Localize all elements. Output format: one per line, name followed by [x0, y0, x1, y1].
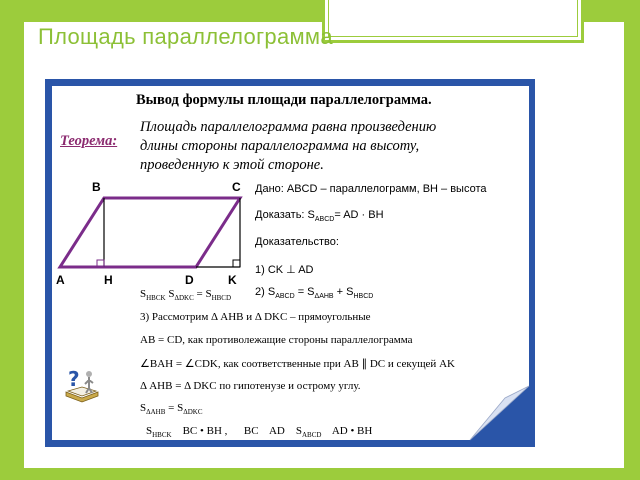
page-title: Площадь параллелограмма	[38, 24, 333, 49]
svg-text:?: ?	[68, 367, 80, 391]
right-angle-k	[233, 260, 240, 267]
theorem-line-3: проведенную к этой стороне.	[140, 157, 324, 173]
vertex-c-label: C	[232, 180, 241, 194]
theorem-line-2: длины стороны параллелограмма на высоту,	[140, 138, 420, 154]
proof-angles: ∠BAH = ∠CDK, как соответственные при AB ∥ DC и секущей AK	[140, 358, 455, 370]
card-heading: Вывод формулы площади параллелограмма.	[136, 92, 432, 108]
vertex-k-label: K	[228, 273, 237, 287]
vertex-b-label: B	[92, 180, 101, 194]
proof-label: Доказательство:	[255, 236, 339, 248]
proof-step-2: 2) $S_{ABCD} = S_{\Delta AHB} + S_{HBCD}$	[255, 286, 374, 301]
vertex-d-label: D	[185, 273, 194, 287]
theorem-line-1: Площадь параллелограмма равна произведению	[140, 119, 437, 135]
vertex-a-label: A	[56, 273, 65, 287]
proof-areas-equal: $S_{\Delta AHB} = S_{\Delta DKC}$	[140, 402, 203, 417]
vertex-h-label: H	[104, 273, 113, 287]
prove-text: Доказать: $S_{ABCD}=$ AD · BH	[255, 209, 384, 224]
question-book-icon	[62, 366, 102, 406]
theorem-label: Теорема:	[60, 133, 118, 149]
parallelogram-outline	[60, 198, 240, 267]
proof-step-3: 3) Рассмотрим Δ AHB и Δ DKC – прямоугольные	[140, 311, 371, 323]
area-relation-line: $S_{HBCK}$ $S_{\Delta DKC} = S_{HBCD}$	[140, 288, 232, 303]
proof-triangles: Δ AHB = Δ DKC по гипотенузе и острому углу.	[140, 380, 361, 392]
proof-equal-sides: AB = CD, как противолежащие стороны параллелограмма	[140, 334, 413, 346]
proof-conclusion: $S_{HBCK}$ BC • BH , BC AD $S_{ABCD}$ AD • BH	[146, 425, 373, 440]
proof-step-1: 1) CK ⊥ AD	[255, 264, 314, 276]
given-text: Дано: ABCD – параллелограмм, BH – высота	[255, 183, 487, 195]
